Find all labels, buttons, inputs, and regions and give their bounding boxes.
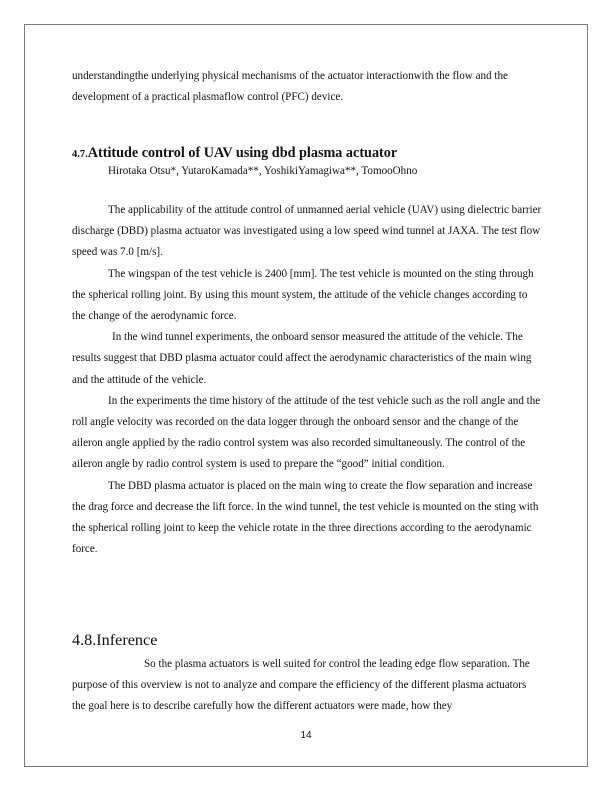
- section-4-7-authors: Hirotaka Otsu*, YutaroKamada**, YoshikiYamagiwa**, TomooOhno: [108, 165, 418, 177]
- body-paragraph: In the wind tunnel experiments, the onboard sensor measured the attitude of the vehicle. The results suggest that DBD plasma actuator could affect the aerodynamic characteristics of the main wing and the attitude of the vehicle.: [72, 331, 532, 386]
- section-4-7-body: [72, 200, 542, 560]
- body-paragraph: The wingspan of the test vehicle is 2400 [mm]. The test vehicle is mounted on the sting through the spherical rolling joint. By using this mount system, the attitude of the vehicle changes according to the change of the aerodynamic force.: [72, 267, 534, 323]
- page-number: 14: [300, 730, 312, 741]
- section-4-7-header: [72, 144, 542, 179]
- section-4-7-number: 4.7.: [72, 149, 88, 160]
- section-4-7-heading: [72, 144, 542, 164]
- body-paragraph: In the experiments the time history of the attitude of the test vehicle such as the roll angle and the roll angle velocity was recorded on the data logger through the onboard sensor and the change of the aileron angle applied by the radio control system was also recorded simultaneously. The control of the aileron angle by radio control system is used to prepare the “good” initial condition.: [72, 394, 541, 471]
- body-paragraph: The applicability of the attitude control of unmanned aerial vehicle (UAV) using dielectric barrier discharge (DBD) plasma actuator was investigated using a low speed wind tunnel at JAXA. The test flow speed was 7.0 [m/s].: [72, 204, 542, 259]
- section-4-8-body: [72, 654, 542, 718]
- body-paragraph: So the plasma actuators is well suited for control the leading edge flow separation. The purpose of this overview is not to analyze and compare the efficiency of the different plasma actuators the goal here is to describe carefully how the different actuators were made, how they: [72, 658, 530, 713]
- body-paragraph: The DBD plasma actuator is placed on the main wing to create the flow separation and increase the drag force and decrease the lift force. In the wind tunnel, the test vehicle is mounted on the sting with the spherical rolling joint to keep the vehicle rotate in the three directions according to the aerodynamic force.: [72, 479, 539, 556]
- section-4-8-heading: 4.8.Inference: [72, 631, 158, 649]
- section-4-7-title: Attitude control of UAV using dbd plasma actuator: [87, 145, 398, 161]
- intro-paragraph: understandingthe underlying physical mechanisms of the actuator interactionwith the flow and the development of a practical plasmaflow control (PFC) device.: [72, 70, 508, 104]
